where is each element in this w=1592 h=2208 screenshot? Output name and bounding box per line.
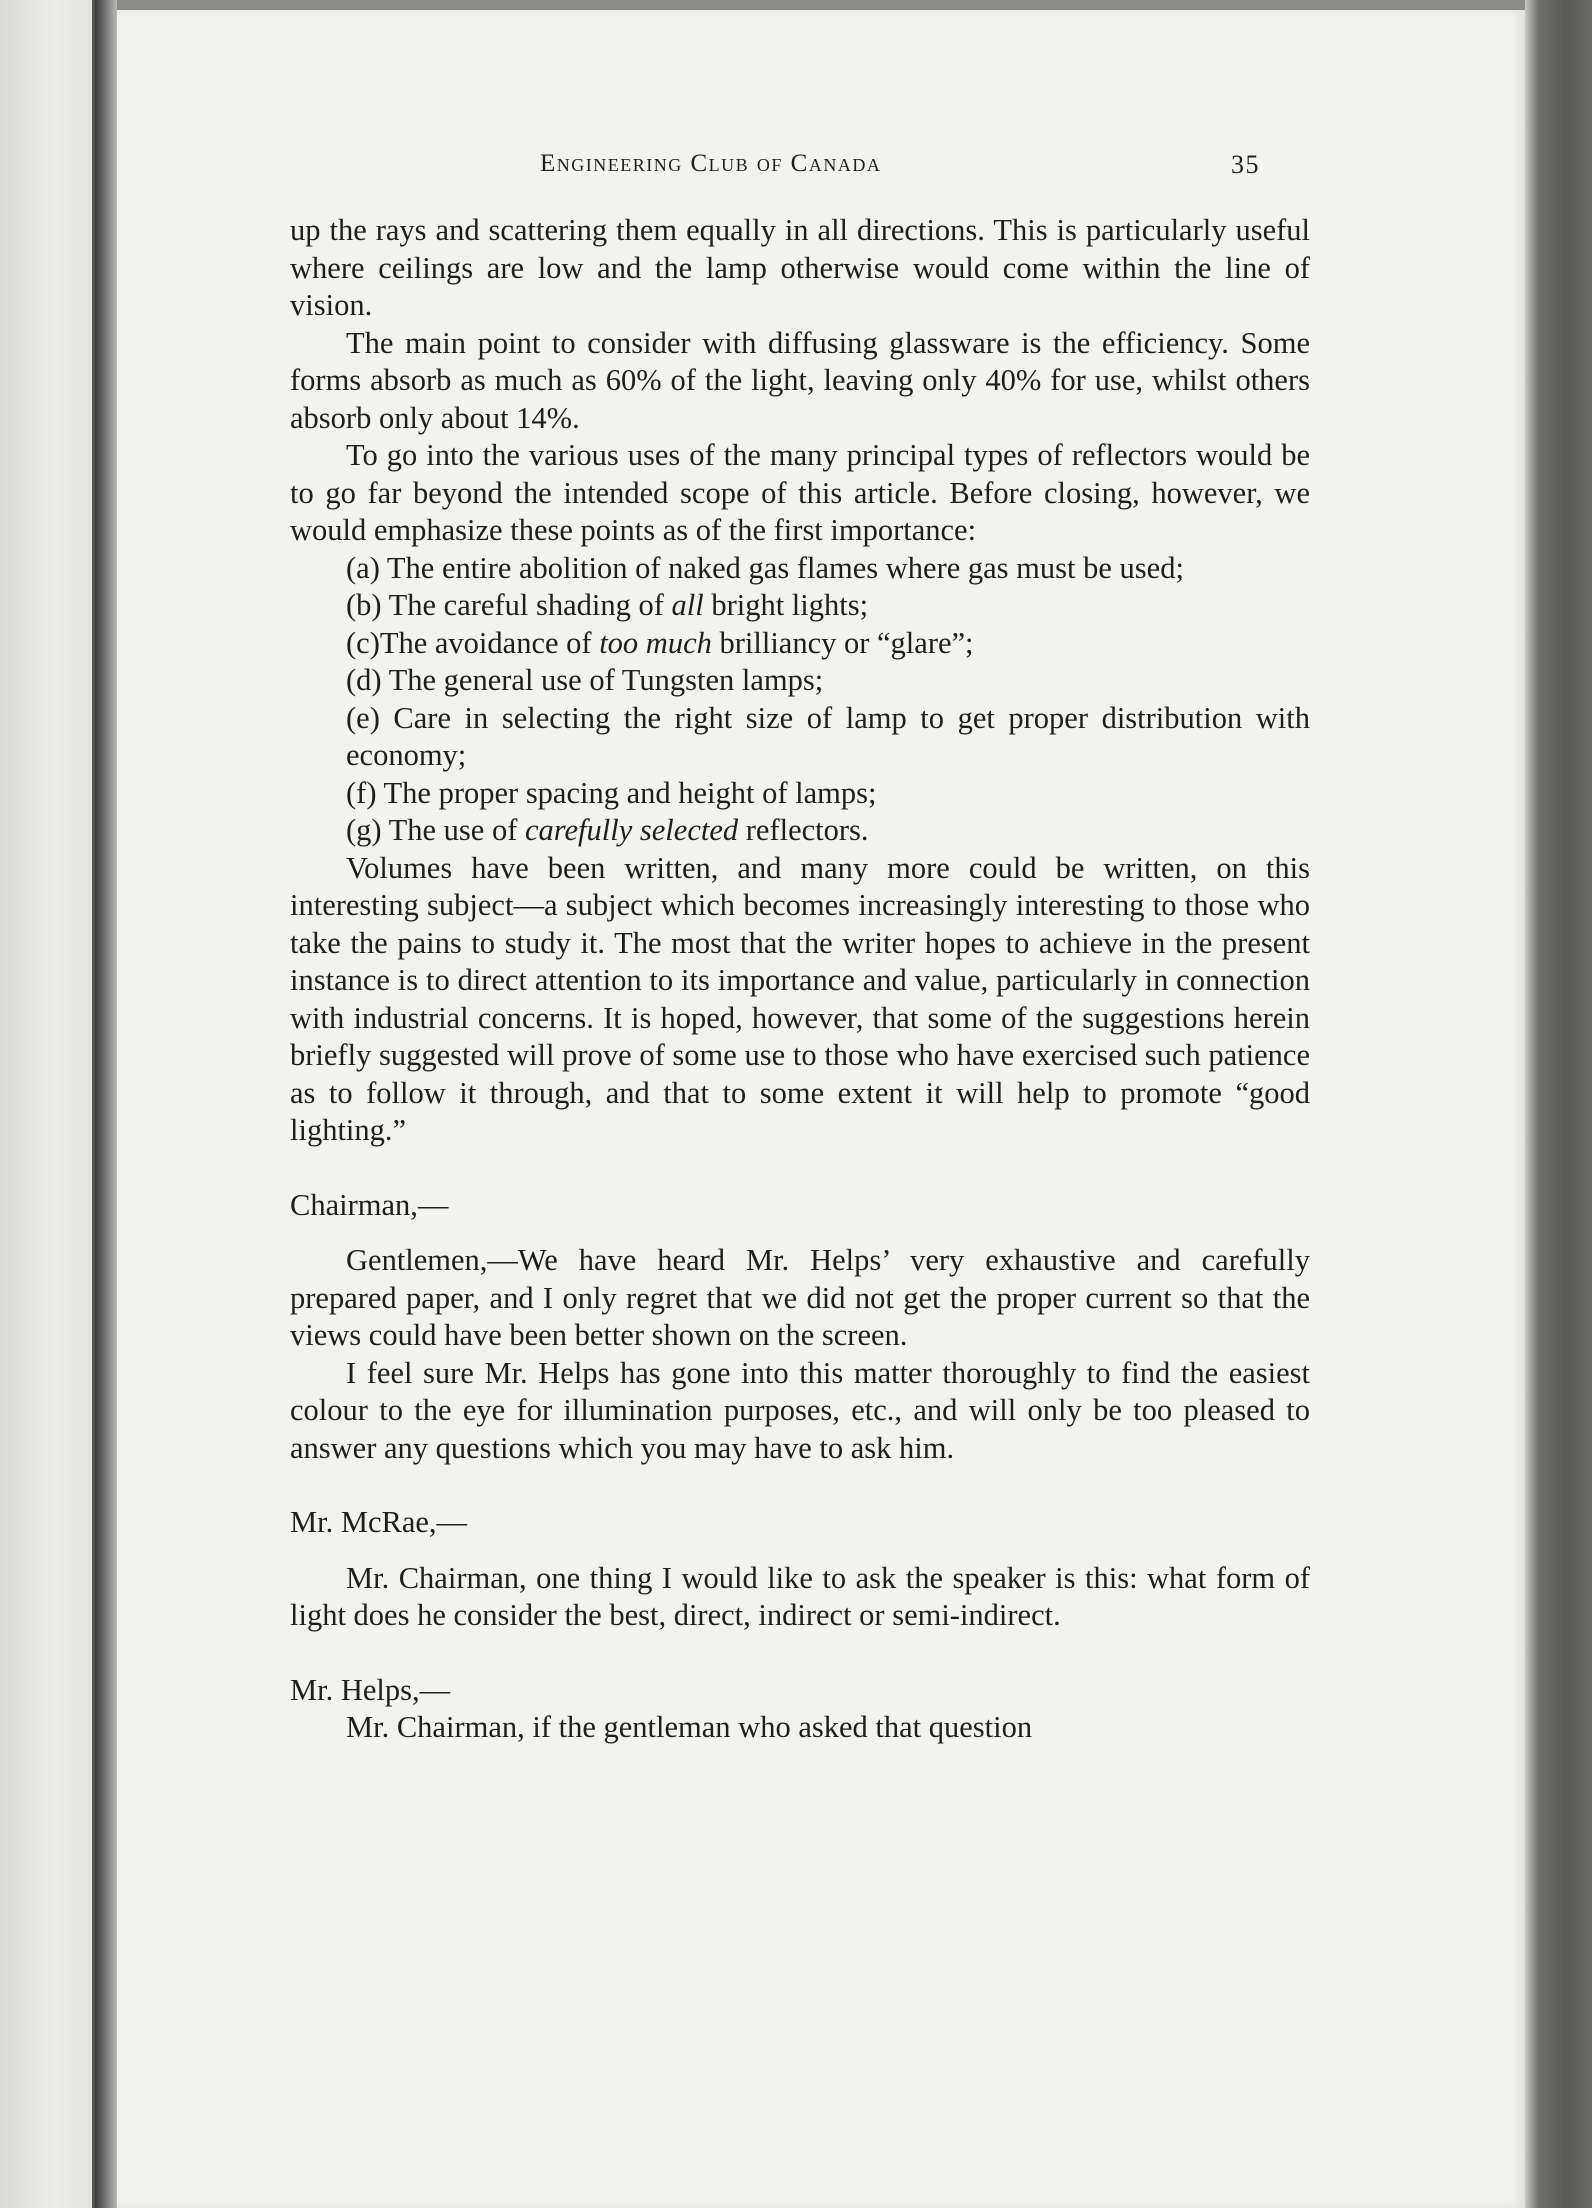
- speaker-label-mcrae: Mr. McRae,—: [290, 1505, 468, 1539]
- list-item-text: (c)The avoidance of: [346, 625, 600, 660]
- paragraph: up the rays and scattering them equally in all directions. This is particularly useful where ceilings are low and the lamp otherwise would come within the line of vision.: [290, 213, 1310, 322]
- paragraph: Mr. Chairman, one thing I would like to ask the speaker is this: what form of light does he consider the best, direct, indirect or semi-indirect.: [290, 1560, 1310, 1632]
- list-item-text: (b) The careful shading of: [346, 588, 672, 622]
- running-head: Engineering Club of Canada: [540, 150, 882, 177]
- list-item-c: [290, 625, 1310, 663]
- list-item-text: brilliancy or “glare”;: [711, 625, 974, 660]
- paragraph: Mr. Chairman, if the gentleman who asked that question: [346, 1710, 1033, 1744]
- list-item-emphasis: too much: [599, 625, 712, 660]
- speaker-label-chairman: Chairman,—: [290, 1187, 449, 1222]
- list-item-e: (e) Care in selecting the right size of lamp to get proper distribution with economy;: [346, 700, 1310, 772]
- list-item-b: [290, 587, 1310, 625]
- list-item-text: (g) The use of: [346, 813, 525, 847]
- list-item-g: [290, 812, 1310, 850]
- page-number: 35: [1231, 150, 1260, 179]
- list-item-d: (d) The general use of Tungsten lamps;: [346, 663, 824, 697]
- page-header: [540, 150, 1260, 190]
- list-item-f: (f) The proper spacing and height of lamps;: [346, 775, 877, 810]
- list-item-text: reflectors.: [738, 813, 869, 847]
- page-body: [290, 212, 1310, 1747]
- speaker-label-helps: Mr. Helps,—: [290, 1672, 451, 1707]
- list-item-emphasis: carefully selected: [525, 813, 739, 847]
- book-gutter: [95, 0, 117, 2208]
- facing-page-edge: [0, 0, 95, 2208]
- list-item-a: (a) The entire abolition of naked gas flames where gas must be used;: [346, 550, 1184, 585]
- paragraph: Volumes have been written, and many more could be written, on this interesting subject—a subject which becomes increasingly interesting to those who take the pains to study it. The most that the writer hopes to achieve in the present instance is to direct attention to its importance and value, particularly in connection with industrial concerns. It is hoped, however, that some of the suggestions herein briefly suggested will prove of some use to those who have exercised such patience as to follow it through, and that to some extent it will help to promote “good lighting.”: [290, 850, 1310, 1147]
- paragraph: I feel sure Mr. Helps has gone into this matter thoroughly to find the easiest colour to the eye for illumination purposes, etc., and will only be too pleased to answer any questions which you may have to ask him.: [290, 1355, 1310, 1465]
- book-cover-edge: [1525, 0, 1592, 2208]
- paragraph: To go into the various uses of the many principal types of reflectors would be to go far beyond the intended scope of this article. Before closing, however, we would emphasize these points as of the first importance:: [290, 438, 1310, 547]
- paragraph: Gentlemen,—We have heard Mr. Helps’ very exhaustive and carefully prepared paper, and I only regret that we did not get the proper current so that the views could have been better shown on the screen.: [290, 1243, 1310, 1352]
- list-item-text: bright lights;: [703, 588, 869, 622]
- list-item-emphasis: all: [671, 588, 704, 622]
- paragraph: The main point to consider with diffusing glassware is the efficiency. Some forms absorb as much as 60% of the light, leaving only 40% for use, whilst others absorb only about 14%.: [290, 325, 1310, 435]
